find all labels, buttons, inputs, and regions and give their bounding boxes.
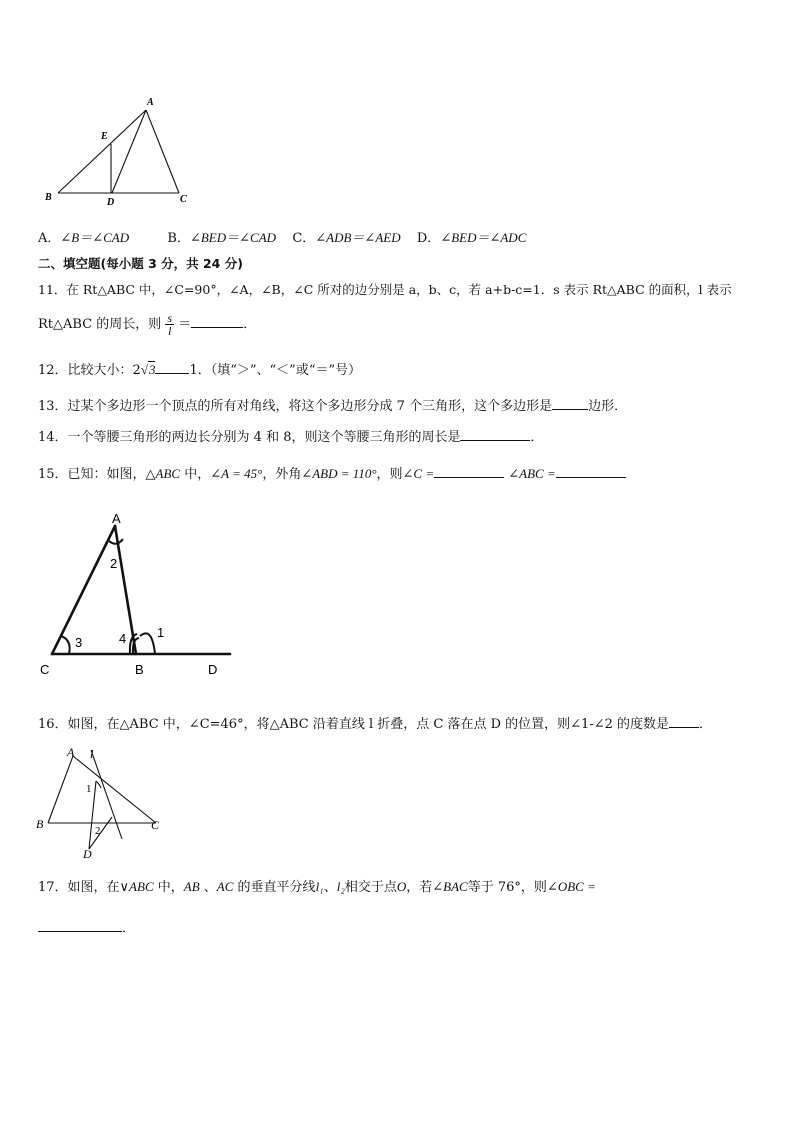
- q11-line1: 11．在 Rt△ABC 中，∠C=90°，∠A，∠B，∠C 所对的边分别是 a，b、c，若 a+b-c=1．s 表示 Rt△ABC 的面积，l 表示: [38, 282, 732, 297]
- q16-answer-blank[interactable]: [669, 713, 699, 728]
- line-ca: [52, 526, 118, 654]
- label-b: B: [36, 817, 44, 831]
- q13-answer-blank[interactable]: [552, 395, 588, 410]
- q15-text: 15．已知：如图，: [38, 467, 146, 482]
- figure-q16-fold: [34, 744, 168, 862]
- q17-text: 17．如图，在: [38, 880, 120, 895]
- q15-answer-c-blank[interactable]: [434, 463, 504, 478]
- label-b: B: [135, 662, 144, 677]
- angle-mark-3: [61, 636, 70, 654]
- figure-q15-triangle: [30, 506, 240, 682]
- sqrt-3: √3: [140, 362, 156, 377]
- segment-ba: [48, 756, 73, 823]
- option-a-letter: A．: [38, 231, 61, 246]
- q16-text: 16．如图，在△ABC 中，∠C=46°，将△ABC 沿着直线 l 折叠，点 C 落在点 D 的位置，则∠1-∠2 的度数是: [38, 717, 670, 732]
- q11-answer-blank[interactable]: [191, 313, 243, 328]
- angle-mark-2: [108, 539, 123, 544]
- q11-line2: Rt△ABC 的周长，则 $\frac{s}{l}$ ＝ ．: [38, 311, 257, 338]
- label-e: E: [101, 131, 108, 142]
- label-1: 1: [157, 625, 165, 640]
- angle-mark-1: [140, 633, 155, 654]
- option-d-text: ∠BED＝∠ADC: [440, 230, 527, 245]
- q14-line: 14．一个等腰三角形的两边长分别为 4 和 8，则这个等腰三角形的周长是 ．: [38, 426, 544, 447]
- option-d-letter: D．: [416, 231, 441, 246]
- q15-answer-abc-blank[interactable]: [556, 463, 626, 478]
- angle-mark-1: [96, 781, 101, 788]
- option-b-letter: B．: [167, 231, 190, 246]
- figure-triangle-abc-ed: [38, 92, 198, 210]
- section-2-heading: 二、填空题(每小题 3 分，共 24 分): [38, 256, 243, 271]
- label-2: 2: [95, 825, 101, 837]
- label-d: D: [107, 197, 115, 208]
- q14-text: 14．一个等腰三角形的两边长分别为 4 和 8，则这个等腰三角形的周长是: [38, 430, 461, 445]
- q17-line1: 17．如图，在∨ABC 中，AB 、AC 的垂直平分线l₁、l₂相交于点O，若∠BAC等于 76°，则∠OBC =: [38, 879, 596, 895]
- fraction-s-over-l: $\frac{s}{l}$: [167, 311, 173, 338]
- option-c-text: ∠ADB＝∠AED: [315, 230, 401, 245]
- segment-ad: [112, 110, 146, 193]
- label-l: l: [90, 747, 94, 761]
- label-1: 1: [86, 783, 92, 795]
- q11-line2-text: Rt△ABC 的周长，则: [38, 317, 162, 332]
- label-a: A: [112, 511, 121, 526]
- q16-line: 16．如图，在△ABC 中，∠C=46°，将△ABC 沿着直线 l 折叠，点 C 落在点 D 的位置，则∠1-∠2 的度数是 ．: [38, 713, 712, 734]
- q13-text: 13．过某个多边形一个顶点的所有对角线，将这个多边形分成 7 个三角形，这个多边形是: [38, 399, 553, 414]
- q17-answer-blank[interactable]: [38, 917, 122, 932]
- option-b-text: ∠BED＝∠CAD: [189, 230, 277, 245]
- label-d: D: [208, 662, 218, 677]
- option-c-letter: C．: [292, 231, 316, 246]
- q12-line: 12．比较大小：2√3 1．（填“＞”、“＜”或“＝”号）: [38, 359, 361, 380]
- q13-line: 13．过某个多边形一个顶点的所有对角线，将这个多边形分成 7 个三角形，这个多边形是 边形．: [38, 395, 627, 416]
- segment-d-to-fold: [89, 817, 112, 849]
- q12-text: 12．比较大小：2: [38, 363, 141, 378]
- q17-line2: ．: [38, 917, 135, 938]
- q14-answer-blank[interactable]: [460, 426, 530, 441]
- label-c: C: [40, 662, 50, 677]
- label-a: A: [147, 97, 154, 108]
- segment-ba: [58, 110, 146, 193]
- q12-answer-blank[interactable]: [155, 359, 189, 374]
- label-c: C: [180, 194, 187, 205]
- q10-options: [38, 229, 526, 248]
- label-4: 4: [119, 631, 127, 646]
- option-a-text: ∠B＝∠CAD: [60, 230, 130, 245]
- segment-ac: [146, 110, 179, 193]
- label-c: C: [151, 818, 160, 832]
- label-b: B: [45, 192, 52, 203]
- q15-line: 15．已知：如图，△ABC 中，∠A = 45°，外角∠ABD = 110°，则∠C = ∠ABC =: [38, 463, 626, 484]
- label-3: 3: [75, 635, 83, 650]
- label-d: D: [83, 847, 92, 861]
- label-a: A: [67, 745, 75, 759]
- label-2: 2: [110, 556, 118, 571]
